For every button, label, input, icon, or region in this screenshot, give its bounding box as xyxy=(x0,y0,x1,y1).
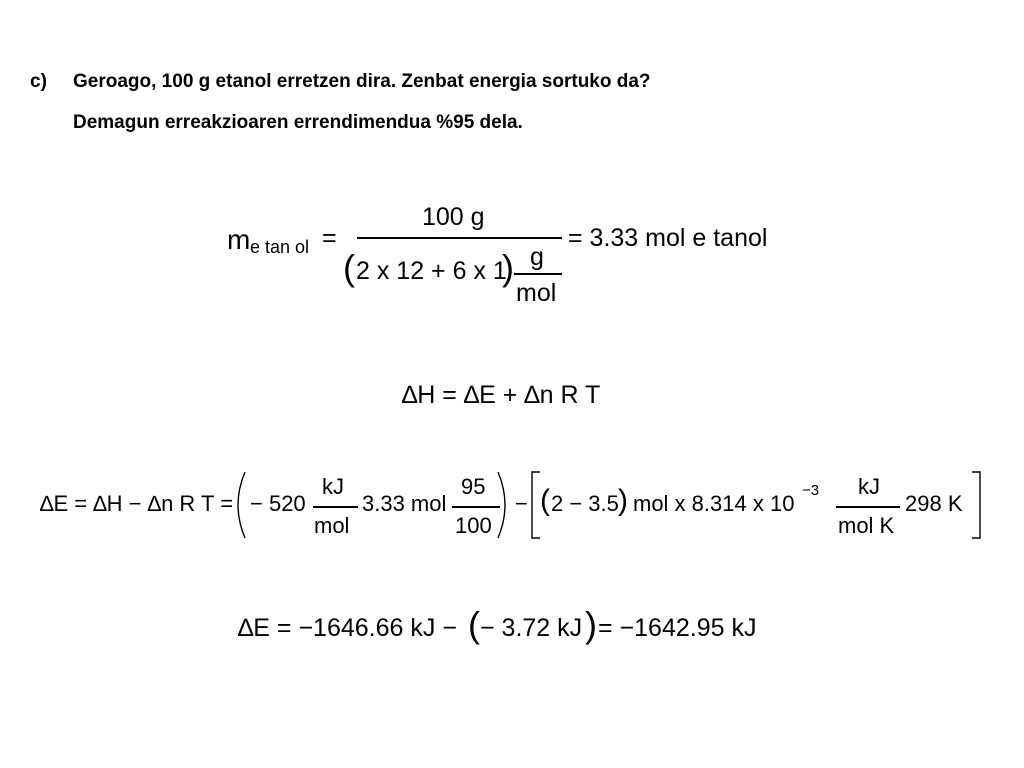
eq3-right-bracket xyxy=(970,470,982,540)
eq3-frac2-den: 100 xyxy=(455,513,492,538)
eq3-frac2-num: 95 xyxy=(461,474,486,499)
eq1-lhs-m: m xyxy=(227,224,251,255)
eq3-minus: − xyxy=(515,491,528,516)
eq1-result: = 3.33 mol e tanol xyxy=(568,224,768,252)
eq1-den-close-paren: ) xyxy=(502,247,514,288)
eq4-inner: − 3.72 kJ xyxy=(480,614,583,642)
eq3-frac1-num: kJ xyxy=(322,474,344,499)
eq4-part1: ∆E = −1646.66 kJ − xyxy=(238,614,457,642)
eq3-inner-open-paren: ( xyxy=(540,484,550,517)
eq3-term2-mid: mol x 8.314 x 10 xyxy=(633,491,795,516)
eq3-inner-close-paren: ) xyxy=(618,484,628,517)
eq4-open-paren: ( xyxy=(468,604,480,645)
eq1-unit-fraction-bar xyxy=(514,273,562,275)
question-label: c) xyxy=(30,71,47,92)
eq1-numerator: 100 g xyxy=(422,203,485,231)
eq3-frac3-den: mol K xyxy=(838,513,895,538)
eq3-term1-coef: − 520 xyxy=(250,491,306,516)
question-line-2: Demagun erreakzioaren errendimendua %95 dela. xyxy=(73,112,523,133)
eq3-lhs: ∆E = ∆H − ∆n R T = xyxy=(40,491,234,516)
eq3-term2-end: 298 K xyxy=(905,491,963,516)
eq1-denominator-expr: 2 x 12 + 6 x 1 xyxy=(356,257,507,285)
eq1-equals: = xyxy=(322,224,337,252)
eq3-left-outer-paren xyxy=(228,470,248,540)
eq3-frac3-num: kJ xyxy=(858,474,880,499)
eq3-term1-mid: 3.33 mol xyxy=(362,491,447,516)
eq1-unit-denominator: mol xyxy=(516,279,557,307)
eq4-part2: = −1642.95 kJ xyxy=(598,614,757,642)
eq3-frac2-bar xyxy=(452,506,500,508)
eq1-main-fraction-bar xyxy=(357,237,562,239)
question-line-1: Geroago, 100 g etanol erretzen dira. Zenbat energia sortuko da? xyxy=(73,71,651,92)
eq1-den-open-paren: ( xyxy=(343,247,355,288)
eq4-close-paren: ) xyxy=(585,604,597,645)
eq3-frac1-bar xyxy=(313,506,358,508)
eq3-frac1-den: mol xyxy=(314,513,350,538)
eq3-inner-expr: 2 − 3.5 xyxy=(551,491,619,516)
eq3-right-outer-paren xyxy=(495,470,515,540)
eq1-lhs-subscript: e tan ol xyxy=(250,237,310,257)
eq1-unit-numerator: g xyxy=(530,243,544,271)
eq3-frac3-bar xyxy=(836,506,900,508)
equation-enthalpy-relation: ∆H = ∆E + ∆n R T xyxy=(402,381,601,409)
eq3-exponent: −3 xyxy=(802,482,820,499)
